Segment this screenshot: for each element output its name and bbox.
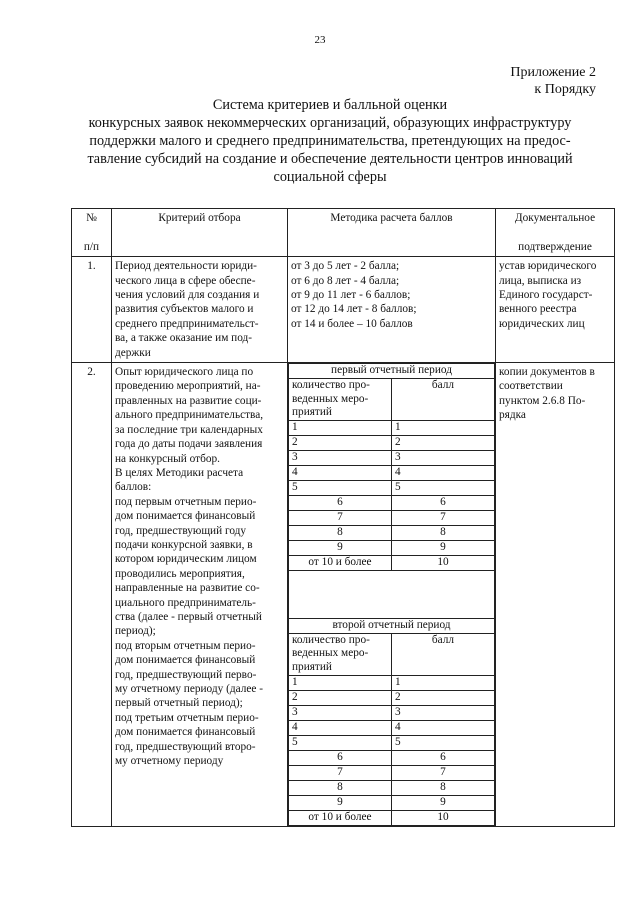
period-caption: второй отчетный период — [289, 618, 495, 633]
period-row — [289, 510, 495, 525]
table-header-row — [72, 209, 615, 257]
row-docs: устав юридического лица, выписка из Единого государст- венного реестра юридических лиц — [496, 257, 615, 363]
period-row — [289, 675, 495, 690]
period-score: 4 — [392, 720, 495, 735]
row-method: от 3 до 5 лет - 2 балла; от 6 до 8 лет - 4 балла; от 9 до 11 лет - 6 баллов; от 12 до 14 лет - 8 баллов; от 14 и более – 10 баллов — [288, 257, 496, 363]
row-criterion: Период деятельности юриди- ческого лица в сфере обеспе- чения условий для создания и развития субъектов малого и среднего предпринимательст- ва, а также оказание им под- держки — [112, 257, 288, 363]
period-score: 5 — [392, 735, 495, 750]
period-col-count: количество про- веденных меро- приятий — [289, 379, 392, 421]
period-count: 5 — [289, 735, 392, 750]
header-num: № п/п — [72, 209, 112, 257]
period-row — [289, 420, 495, 435]
period-score: 9 — [392, 540, 495, 555]
period-count: от 10 и более — [289, 810, 392, 825]
period-caption-row — [289, 618, 495, 633]
period-score: 7 — [392, 510, 495, 525]
period-score: 2 — [392, 435, 495, 450]
period-row — [289, 765, 495, 780]
row-number: 1. — [72, 257, 112, 363]
period-count: от 10 и более — [289, 555, 392, 570]
period-row — [289, 480, 495, 495]
period-count: 8 — [289, 780, 392, 795]
row-docs: копии документов в соответствии пунктом 2.6.8 По- рядка — [496, 363, 615, 827]
period-row — [289, 495, 495, 510]
period-count: 8 — [289, 525, 392, 540]
title-line: конкурсных заявок некоммерческих организаций, образующих инфраструктуру — [88, 115, 572, 131]
title-line: социальной сферы — [273, 169, 387, 185]
header-docs: Документальное подтверждение — [496, 209, 615, 257]
table-row — [72, 257, 615, 363]
appendix-line: к Порядку — [534, 82, 596, 97]
period-count: 6 — [289, 495, 392, 510]
period-row — [289, 555, 495, 570]
period-caption: первый отчетный период — [289, 364, 495, 379]
period-count: 3 — [289, 450, 392, 465]
period-caption-row — [289, 364, 495, 379]
period-score: 8 — [392, 525, 495, 540]
period-count: 1 — [289, 420, 392, 435]
period-count: 9 — [289, 540, 392, 555]
period-gap — [288, 571, 495, 618]
period-col-score: балл — [392, 633, 495, 675]
period-row — [289, 780, 495, 795]
period-score: 3 — [392, 705, 495, 720]
period-row — [289, 435, 495, 450]
period-row — [289, 810, 495, 825]
period-count: 5 — [289, 480, 392, 495]
title-line: тавление субсидий на создание и обеспечение деятельности центров инноваций — [87, 151, 573, 167]
period-score: 6 — [392, 750, 495, 765]
period-row — [289, 690, 495, 705]
header-method: Методика расчета баллов — [288, 209, 496, 257]
period-score: 10 — [392, 810, 495, 825]
period-count: 4 — [289, 720, 392, 735]
appendix-label — [510, 64, 596, 98]
period-count: 7 — [289, 510, 392, 525]
period-row — [289, 750, 495, 765]
row-method-periods — [288, 363, 496, 827]
criteria-table — [71, 208, 615, 827]
period-score: 2 — [392, 690, 495, 705]
period-col-count: количество про- веденных меро- приятий — [289, 633, 392, 675]
period-score: 7 — [392, 765, 495, 780]
period-row — [289, 525, 495, 540]
appendix-line: Приложение 2 — [510, 65, 596, 80]
period-row — [289, 465, 495, 480]
period-count: 7 — [289, 765, 392, 780]
row-number: 2. — [72, 363, 112, 827]
period-count: 9 — [289, 795, 392, 810]
period-row — [289, 450, 495, 465]
period-score: 5 — [392, 480, 495, 495]
period-table — [288, 363, 495, 571]
period-score: 8 — [392, 780, 495, 795]
period-score: 6 — [392, 495, 495, 510]
period-row — [289, 795, 495, 810]
period-score: 1 — [392, 420, 495, 435]
row-criterion: Опыт юридического лица по проведению мероприятий, на- правленных на развитие соци- ального предпринимательства, за последние три календарных года до даты подачи заявления на конкурсный отбор. В целях Методики расчета баллов: под первым отчетным перио- дом понимается финансовый год, предшествующий году подачи конкурсной заявки, в котором юридическим лицом проводились мероприятия, направленные на развитие со- циального предприниматель- ства (далее - первый отчетный период); под вторым отчетным перио- дом понимается финансовый год, предшествующий перво- му отчетному периоду (далее - первый отчетный период); под третьим отчетным перио- дом понимается финансовый год, предшествующий второ- му отчетному периоду — [112, 363, 288, 827]
period-score: 1 — [392, 675, 495, 690]
period-score: 3 — [392, 450, 495, 465]
period-row — [289, 540, 495, 555]
page-number: 23 — [314, 34, 326, 46]
period-row — [289, 735, 495, 750]
period-count: 2 — [289, 690, 392, 705]
period-score: 4 — [392, 465, 495, 480]
period-head-row — [289, 633, 495, 675]
title-line: поддержки малого и среднего предпринимательства, претендующих на предос- — [89, 133, 571, 149]
title-line: Система критериев и балльной оценки — [212, 97, 448, 113]
period-row — [289, 720, 495, 735]
period-count: 4 — [289, 465, 392, 480]
table-row — [72, 363, 615, 827]
period-head-row — [289, 379, 495, 421]
period-score: 9 — [392, 795, 495, 810]
header-criterion: Критерий отбора — [112, 209, 288, 257]
period-score: 10 — [392, 555, 495, 570]
period-row — [289, 705, 495, 720]
period-count: 1 — [289, 675, 392, 690]
document-title — [60, 96, 600, 186]
period-table — [288, 618, 495, 826]
period-count: 6 — [289, 750, 392, 765]
period-col-score: балл — [392, 379, 495, 421]
period-count: 3 — [289, 705, 392, 720]
period-count: 2 — [289, 435, 392, 450]
